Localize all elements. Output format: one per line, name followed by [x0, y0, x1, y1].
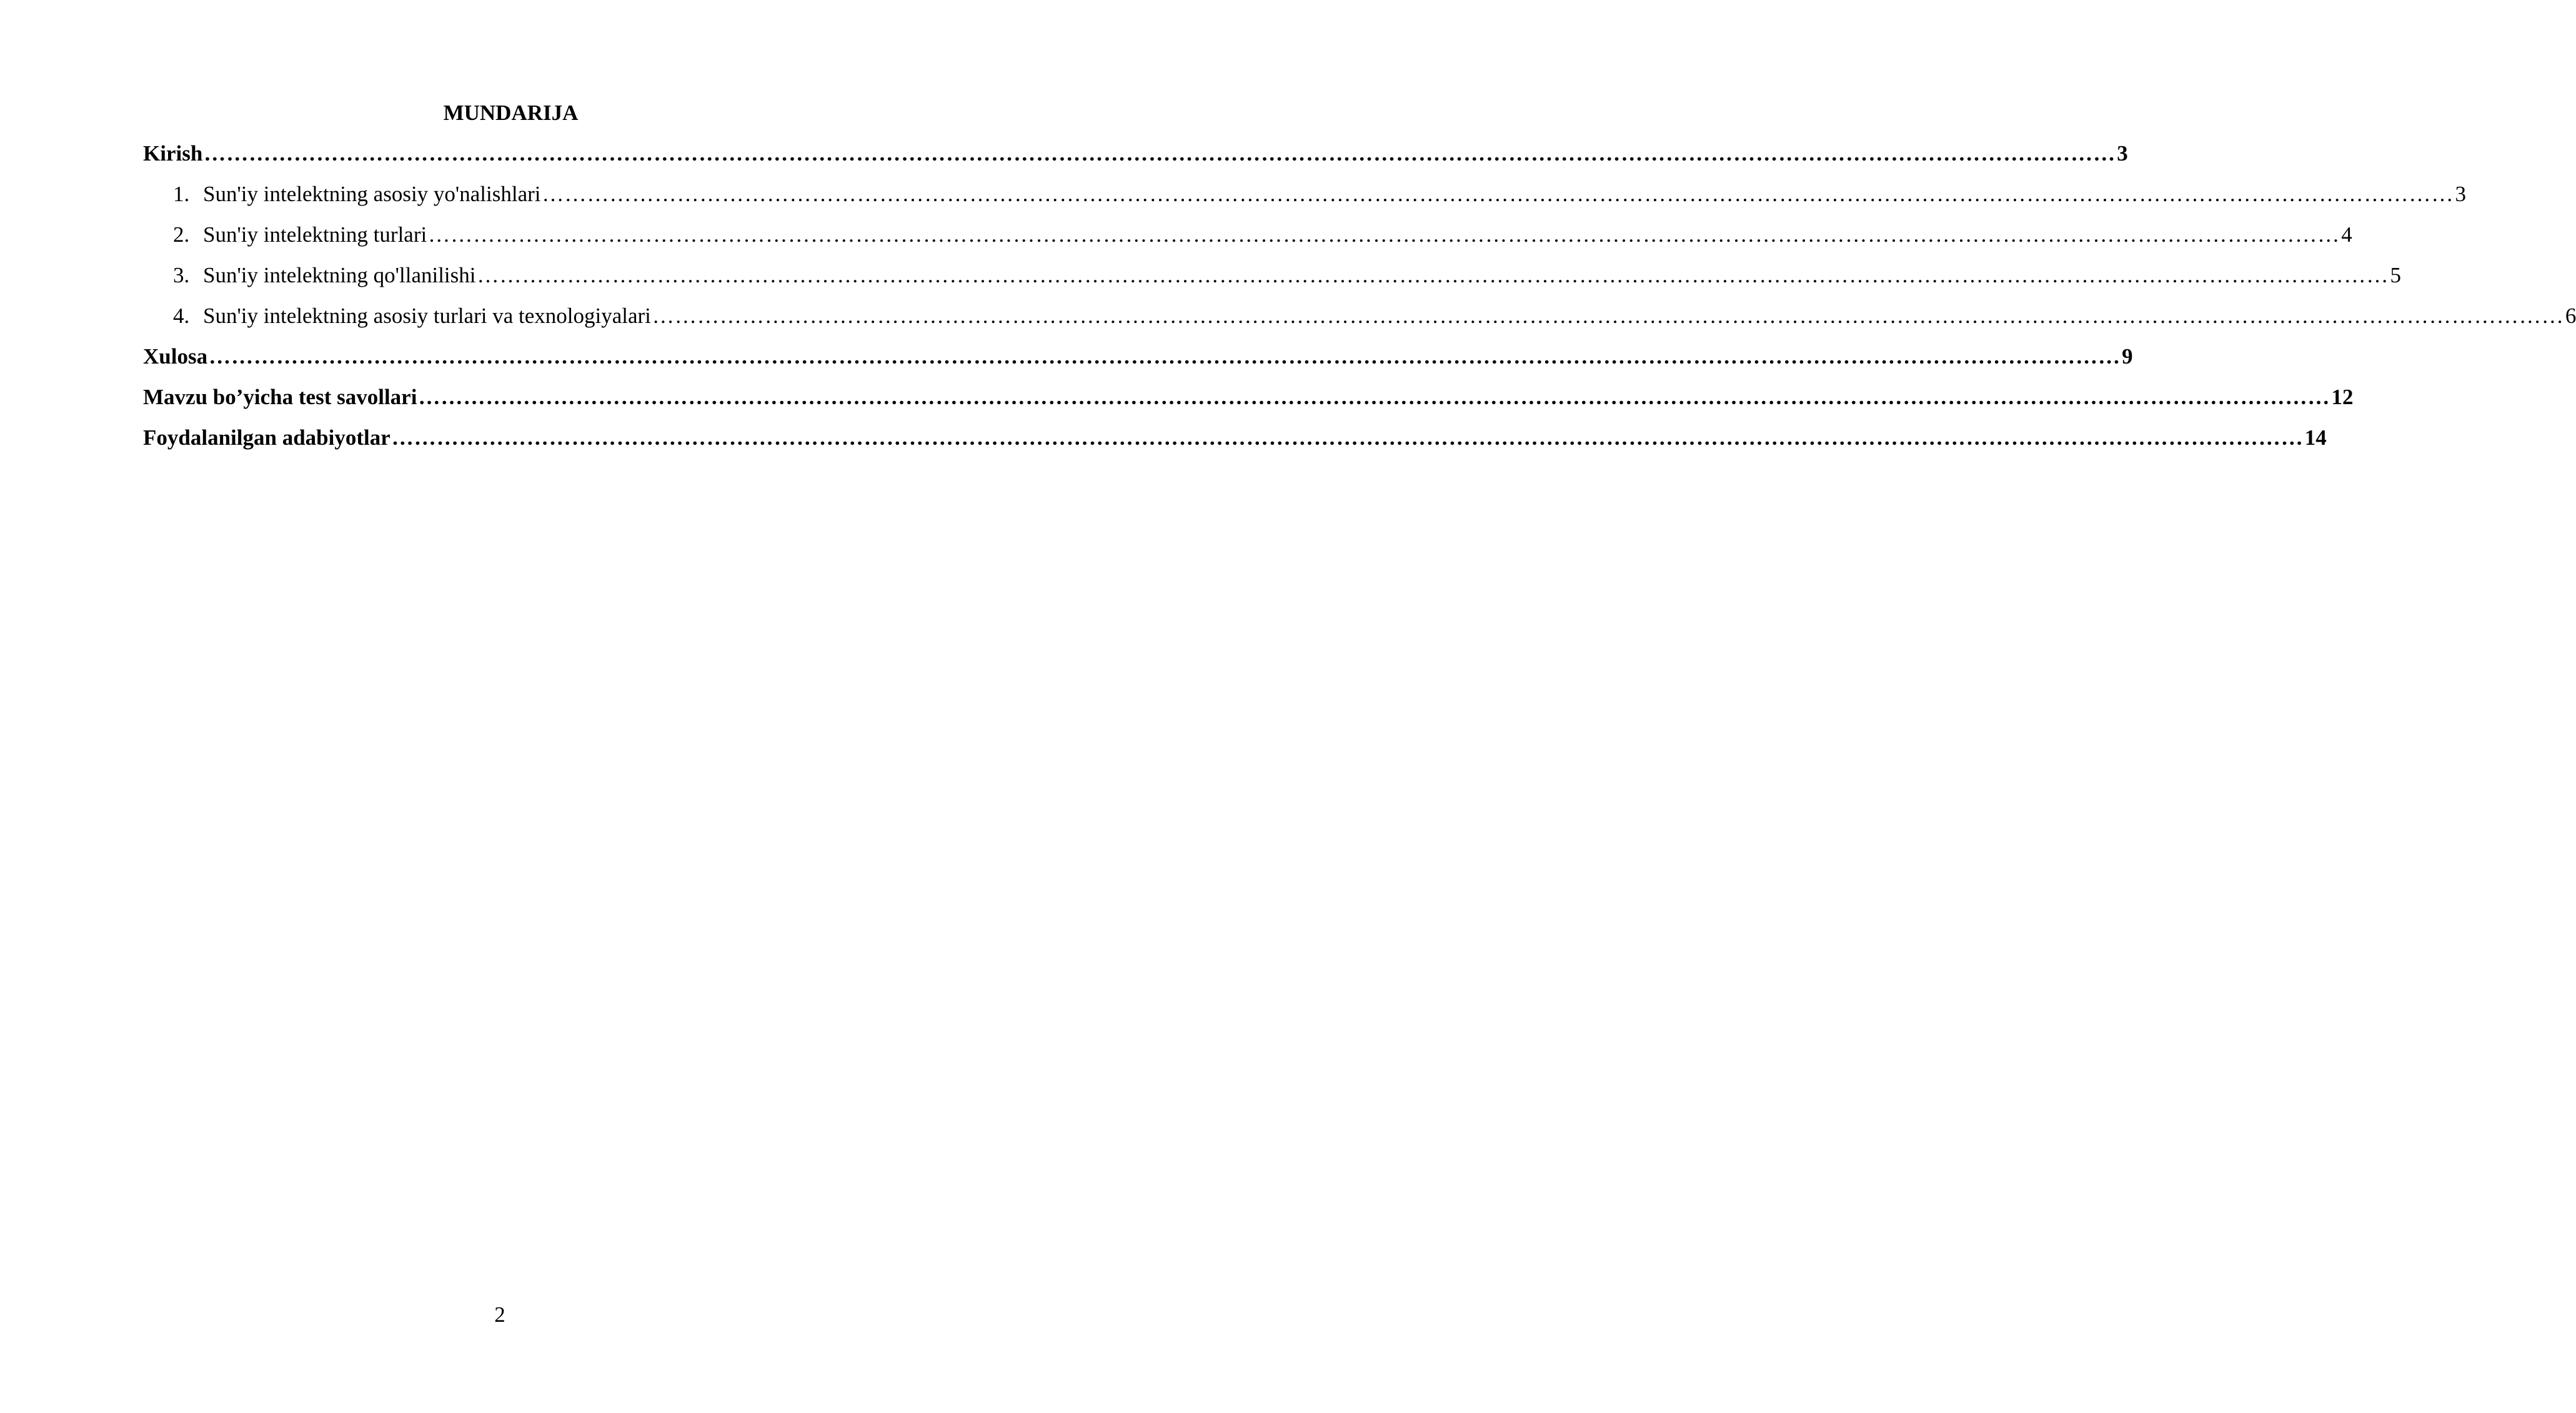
toc-entry-label: Kirish: [143, 141, 203, 166]
table-of-contents: [143, 92, 2576, 458]
toc-entry-page: 6: [2565, 304, 2576, 328]
toc-entry-number: 2.: [173, 222, 190, 247]
toc-entry-page: 12: [2331, 385, 2354, 409]
toc-entry-label: Mavzu bo’yicha test savollari: [143, 385, 417, 409]
toc-entry-number: 4.: [173, 304, 190, 328]
toc-entry-adabiyotlar[interactable]: [143, 417, 2327, 458]
toc-dot-leader: …………………………………………………………………………………………………………………………………………………………………………………………………………………………………: [209, 344, 2121, 369]
toc-entry-label: Sun'iy intelektning asosiy yo'nalishlari: [203, 182, 541, 206]
toc-entry-number: 3.: [173, 263, 190, 287]
toc-dot-leader: …………………………………………………………………………………………………………………………………………………………………………………………………………………………………: [477, 263, 2389, 287]
toc-entry-label: Sun'iy intelektning qo'llanilishi: [203, 263, 476, 287]
toc-list: [143, 133, 2576, 458]
toc-entry-page: 14: [2304, 425, 2327, 450]
toc-entry-page: 3: [2117, 141, 2128, 166]
toc-entry-label: Sun'iy intelektning turlari: [203, 222, 427, 247]
toc-entry-label: Xulosa: [143, 344, 208, 369]
toc-entry-page: 4: [2341, 222, 2352, 247]
toc-entry-page: 5: [2390, 263, 2401, 287]
toc-entry-kirish[interactable]: [143, 133, 2128, 174]
toc-dot-leader: …………………………………………………………………………………………………………………………………………………………………………………………………………………………………: [391, 425, 2304, 450]
toc-dot-leader: …………………………………………………………………………………………………………………………………………………………………………………………………………………………………: [652, 304, 2564, 328]
toc-dot-leader: …………………………………………………………………………………………………………………………………………………………………………………………………………………………………: [418, 385, 2330, 409]
toc-entry-label: Sun'iy intelektning asosiy turlari va texnologiyalari: [203, 304, 651, 328]
toc-entry-page: 9: [2122, 344, 2133, 369]
toc-entry-xulosa[interactable]: [143, 336, 2133, 377]
toc-entry-qollanilishi[interactable]: [143, 255, 2401, 295]
toc-entry-label: Foydalanilgan adabiyotlar: [143, 425, 390, 450]
toc-dot-leader: …………………………………………………………………………………………………………………………………………………………………………………………………………………………………: [428, 222, 2340, 247]
toc-entry-yonalishlari[interactable]: [143, 174, 2466, 214]
toc-title: MUNDARIJA: [443, 101, 579, 125]
toc-entry-number: 1.: [173, 182, 190, 206]
toc-entry-turlari[interactable]: [143, 214, 2352, 255]
toc-entry-page: 3: [2455, 182, 2466, 206]
toc-entry-test-savollari[interactable]: [143, 377, 2354, 417]
toc-dot-leader: …………………………………………………………………………………………………………………………………………………………………………………………………………………………………: [204, 141, 2116, 166]
toc-dot-leader: …………………………………………………………………………………………………………………………………………………………………………………………………………………………………: [542, 182, 2454, 206]
page-number: 2: [494, 1302, 505, 1327]
toc-entry-texnologiyalari[interactable]: [143, 295, 2576, 336]
